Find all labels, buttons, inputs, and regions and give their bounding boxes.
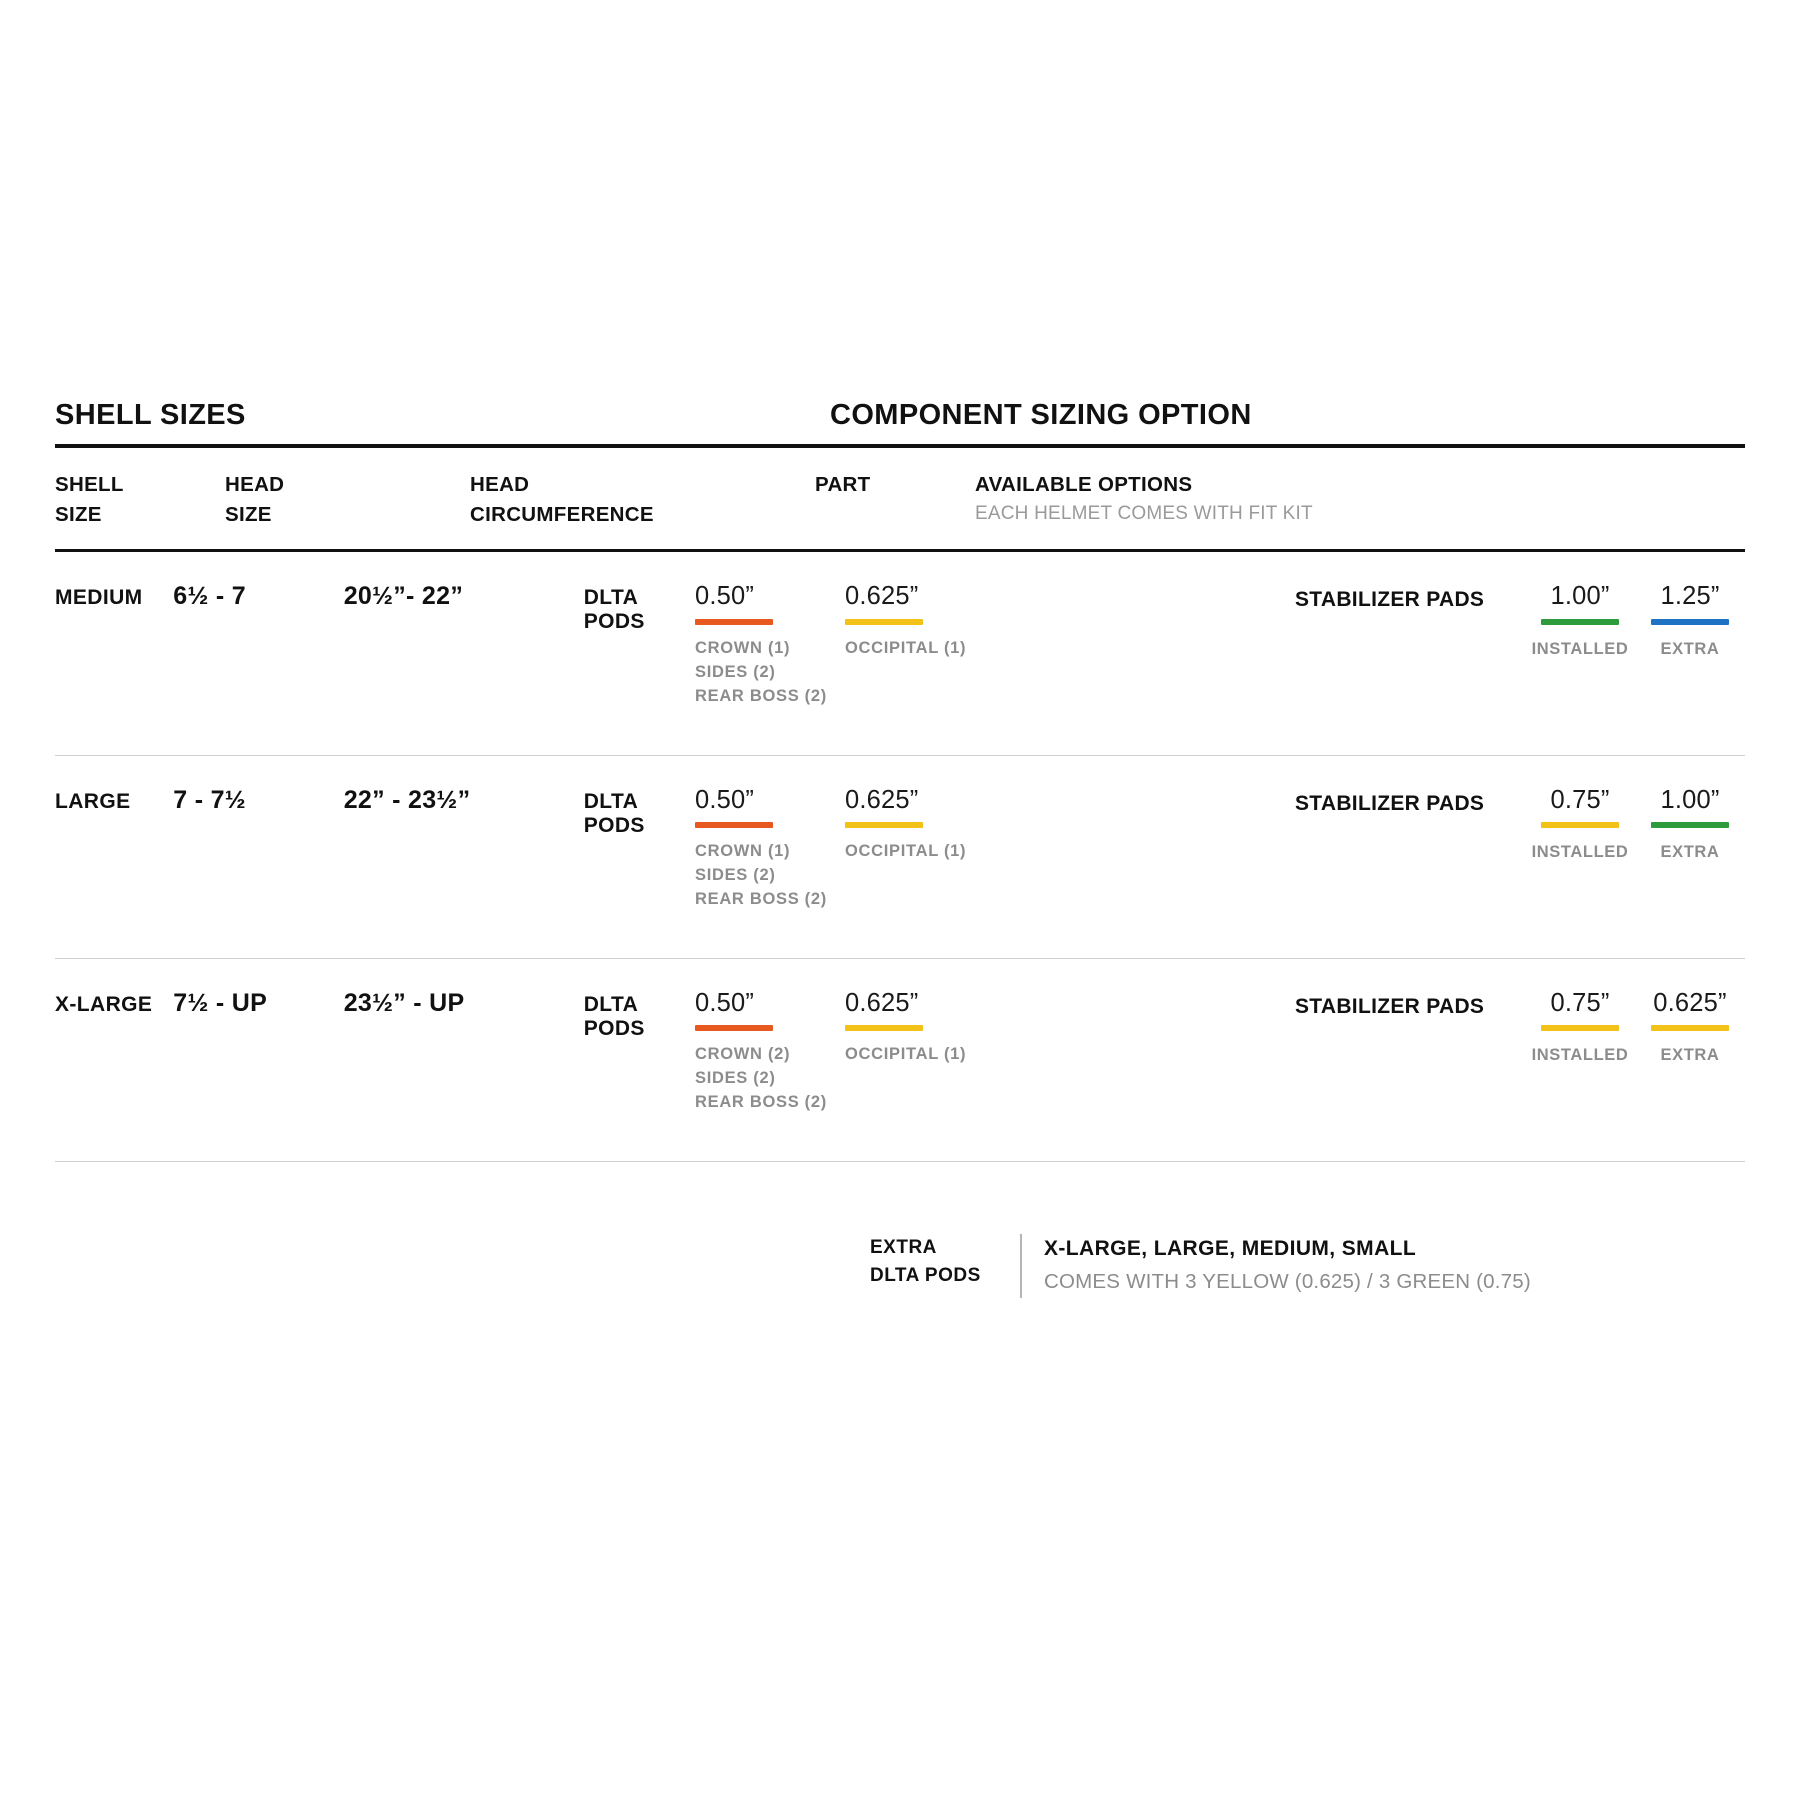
cell-head-circumference: 20½”- 22”: [343, 582, 464, 611]
pad-note: INSTALLED: [1531, 639, 1629, 658]
cell-options: [695, 786, 1745, 912]
pod-size-label: 0.625”: [845, 582, 919, 611]
cell-options: [695, 989, 1745, 1115]
cell-head-size: 7½ - UP: [173, 988, 268, 1017]
pod-size-label: 0.50”: [695, 582, 755, 611]
pod-size-label: 0.625”: [845, 988, 919, 1017]
color-swatch-orange: [695, 822, 773, 828]
pod-note: REAR BOSS (2): [695, 1092, 827, 1111]
stabilizer-pads-label: STABILIZER PADS: [1295, 994, 1485, 1018]
color-swatch-orange: [695, 619, 773, 625]
pod-option: [845, 786, 995, 912]
header-head-circ-line1: HEAD: [470, 473, 530, 496]
table-row: [55, 959, 1745, 1161]
header-head-size-line1: HEAD: [225, 473, 285, 496]
pad-size-label: 1.25”: [1660, 582, 1720, 611]
pod-note: SIDES (2): [695, 1068, 776, 1087]
color-swatch-green: [1651, 822, 1729, 828]
pad-note: EXTRA: [1660, 842, 1720, 861]
header-available-options-title: AVAILABLE OPTIONS: [975, 473, 1193, 496]
pad-size-label: 0.625”: [1653, 988, 1727, 1017]
pad-option: [1635, 989, 1745, 1068]
header-head-size: [225, 470, 470, 529]
pad-note: EXTRA: [1660, 1045, 1720, 1064]
pod-options: [695, 989, 1295, 1115]
pod-size-label: 0.50”: [695, 785, 755, 814]
header-head-size-line2: SIZE: [225, 502, 272, 526]
header-head-circ-line2: CIRCUMFERENCE: [470, 502, 654, 526]
pod-note: REAR BOSS (2): [695, 686, 827, 705]
cell-options: [695, 582, 1745, 708]
pad-option: [1525, 582, 1635, 661]
page-title-component-sizing: COMPONENT SIZING OPTION: [830, 399, 1252, 431]
pod-size-label: 0.50”: [695, 988, 755, 1017]
cell-shell-size: X-LARGE: [55, 992, 153, 1016]
cell-head-size: 6½ - 7: [173, 582, 246, 611]
color-swatch-yellow: [845, 1025, 923, 1031]
extra-dlta-pods-sizes: X-LARGE, LARGE, MEDIUM, SMALL: [1044, 1236, 1417, 1260]
extra-dlta-pods-contents: COMES WITH 3 YELLOW (0.625) / 3 GREEN (0.75): [1044, 1270, 1531, 1294]
table-row: [55, 552, 1745, 754]
pod-note: OCCIPITAL (1): [845, 841, 967, 860]
pad-option: [1635, 786, 1745, 865]
stabilizer-pads-label: STABILIZER PADS: [1295, 588, 1485, 612]
pod-note: CROWN (1): [695, 638, 791, 657]
table-header-row: [55, 448, 1745, 549]
cell-head-circumference: 22” - 23½”: [343, 785, 471, 814]
color-swatch-green: [1541, 619, 1619, 625]
header-shell-size: [55, 470, 225, 529]
header-head-circumference: [470, 470, 815, 529]
extra-dlta-pods-label: [870, 1234, 1020, 1298]
pod-note: REAR BOSS (2): [695, 889, 827, 908]
pad-note: EXTRA: [1660, 639, 1720, 658]
cell-head-circumference: 23½” - UP: [343, 988, 465, 1017]
cell-shell-size: MEDIUM: [55, 586, 143, 610]
pod-notes: [845, 1043, 995, 1067]
color-swatch-yellow: [1651, 1025, 1729, 1031]
pod-note: CROWN (1): [695, 841, 791, 860]
pod-notes: [845, 637, 995, 661]
pod-note: CROWN (2): [695, 1044, 791, 1063]
pod-notes: [695, 637, 845, 709]
pad-option: [1525, 989, 1635, 1068]
stabilizer-pad-options: [1525, 786, 1745, 865]
color-swatch-blue: [1651, 619, 1729, 625]
pod-options: [695, 786, 1295, 912]
pod-option: [695, 786, 845, 912]
cell-part: DLTA PODS: [583, 992, 645, 1040]
pod-notes: [845, 840, 995, 864]
extra-dlta-pods-note: [55, 1234, 1745, 1298]
pad-size-label: 1.00”: [1660, 785, 1720, 814]
color-swatch-orange: [695, 1025, 773, 1031]
stabilizer-pads-label: STABILIZER PADS: [1295, 791, 1485, 815]
cell-shell-size: LARGE: [55, 789, 131, 813]
extra-dlta-pods-label-line1: EXTRA: [870, 1236, 937, 1258]
pad-option: [1635, 582, 1745, 661]
extra-dlta-pods-label-line2: DLTA PODS: [870, 1265, 981, 1287]
pod-notes: [695, 1043, 845, 1115]
color-swatch-yellow: [1541, 1025, 1619, 1031]
pod-option: [845, 582, 995, 708]
color-swatch-yellow: [845, 822, 923, 828]
chart-titles: [55, 380, 1745, 432]
header-shell-size-line2: SIZE: [55, 502, 102, 526]
extra-dlta-pods-detail: [1044, 1234, 1745, 1298]
pod-note: OCCIPITAL (1): [845, 1044, 967, 1063]
page-title-shell-sizes: SHELL SIZES: [55, 399, 246, 431]
row-divider: [55, 1161, 1745, 1162]
color-swatch-yellow: [845, 619, 923, 625]
cell-part: DLTA PODS: [583, 586, 645, 634]
pod-note: SIDES (2): [695, 865, 776, 884]
footer-divider: [1020, 1234, 1022, 1298]
header-shell-size-line1: SHELL: [55, 473, 124, 496]
stabilizer-pad-options: [1525, 989, 1745, 1068]
pod-size-label: 0.625”: [845, 785, 919, 814]
pad-note: INSTALLED: [1531, 1045, 1629, 1064]
pad-size-label: 1.00”: [1550, 582, 1610, 611]
pad-size-label: 0.75”: [1550, 785, 1610, 814]
pod-note: OCCIPITAL (1): [845, 638, 967, 657]
pod-option: [695, 582, 845, 708]
pad-note: INSTALLED: [1531, 842, 1629, 861]
pod-option: [845, 989, 995, 1115]
color-swatch-yellow: [1541, 822, 1619, 828]
table-row: [55, 756, 1745, 958]
header-part: PART: [815, 473, 871, 496]
pod-options: [695, 582, 1295, 708]
sizing-chart: [55, 380, 1745, 1298]
header-available-options-subtitle: EACH HELMET COMES WITH FIT KIT: [975, 502, 1313, 524]
pad-option: [1525, 786, 1635, 865]
pod-note: SIDES (2): [695, 662, 776, 681]
header-available-options: [975, 470, 1745, 529]
cell-head-size: 7 - 7½: [173, 785, 246, 814]
cell-part: DLTA PODS: [583, 789, 645, 837]
pod-notes: [695, 840, 845, 912]
stabilizer-pad-options: [1525, 582, 1745, 661]
pod-option: [695, 989, 845, 1115]
pad-size-label: 0.75”: [1550, 988, 1610, 1017]
